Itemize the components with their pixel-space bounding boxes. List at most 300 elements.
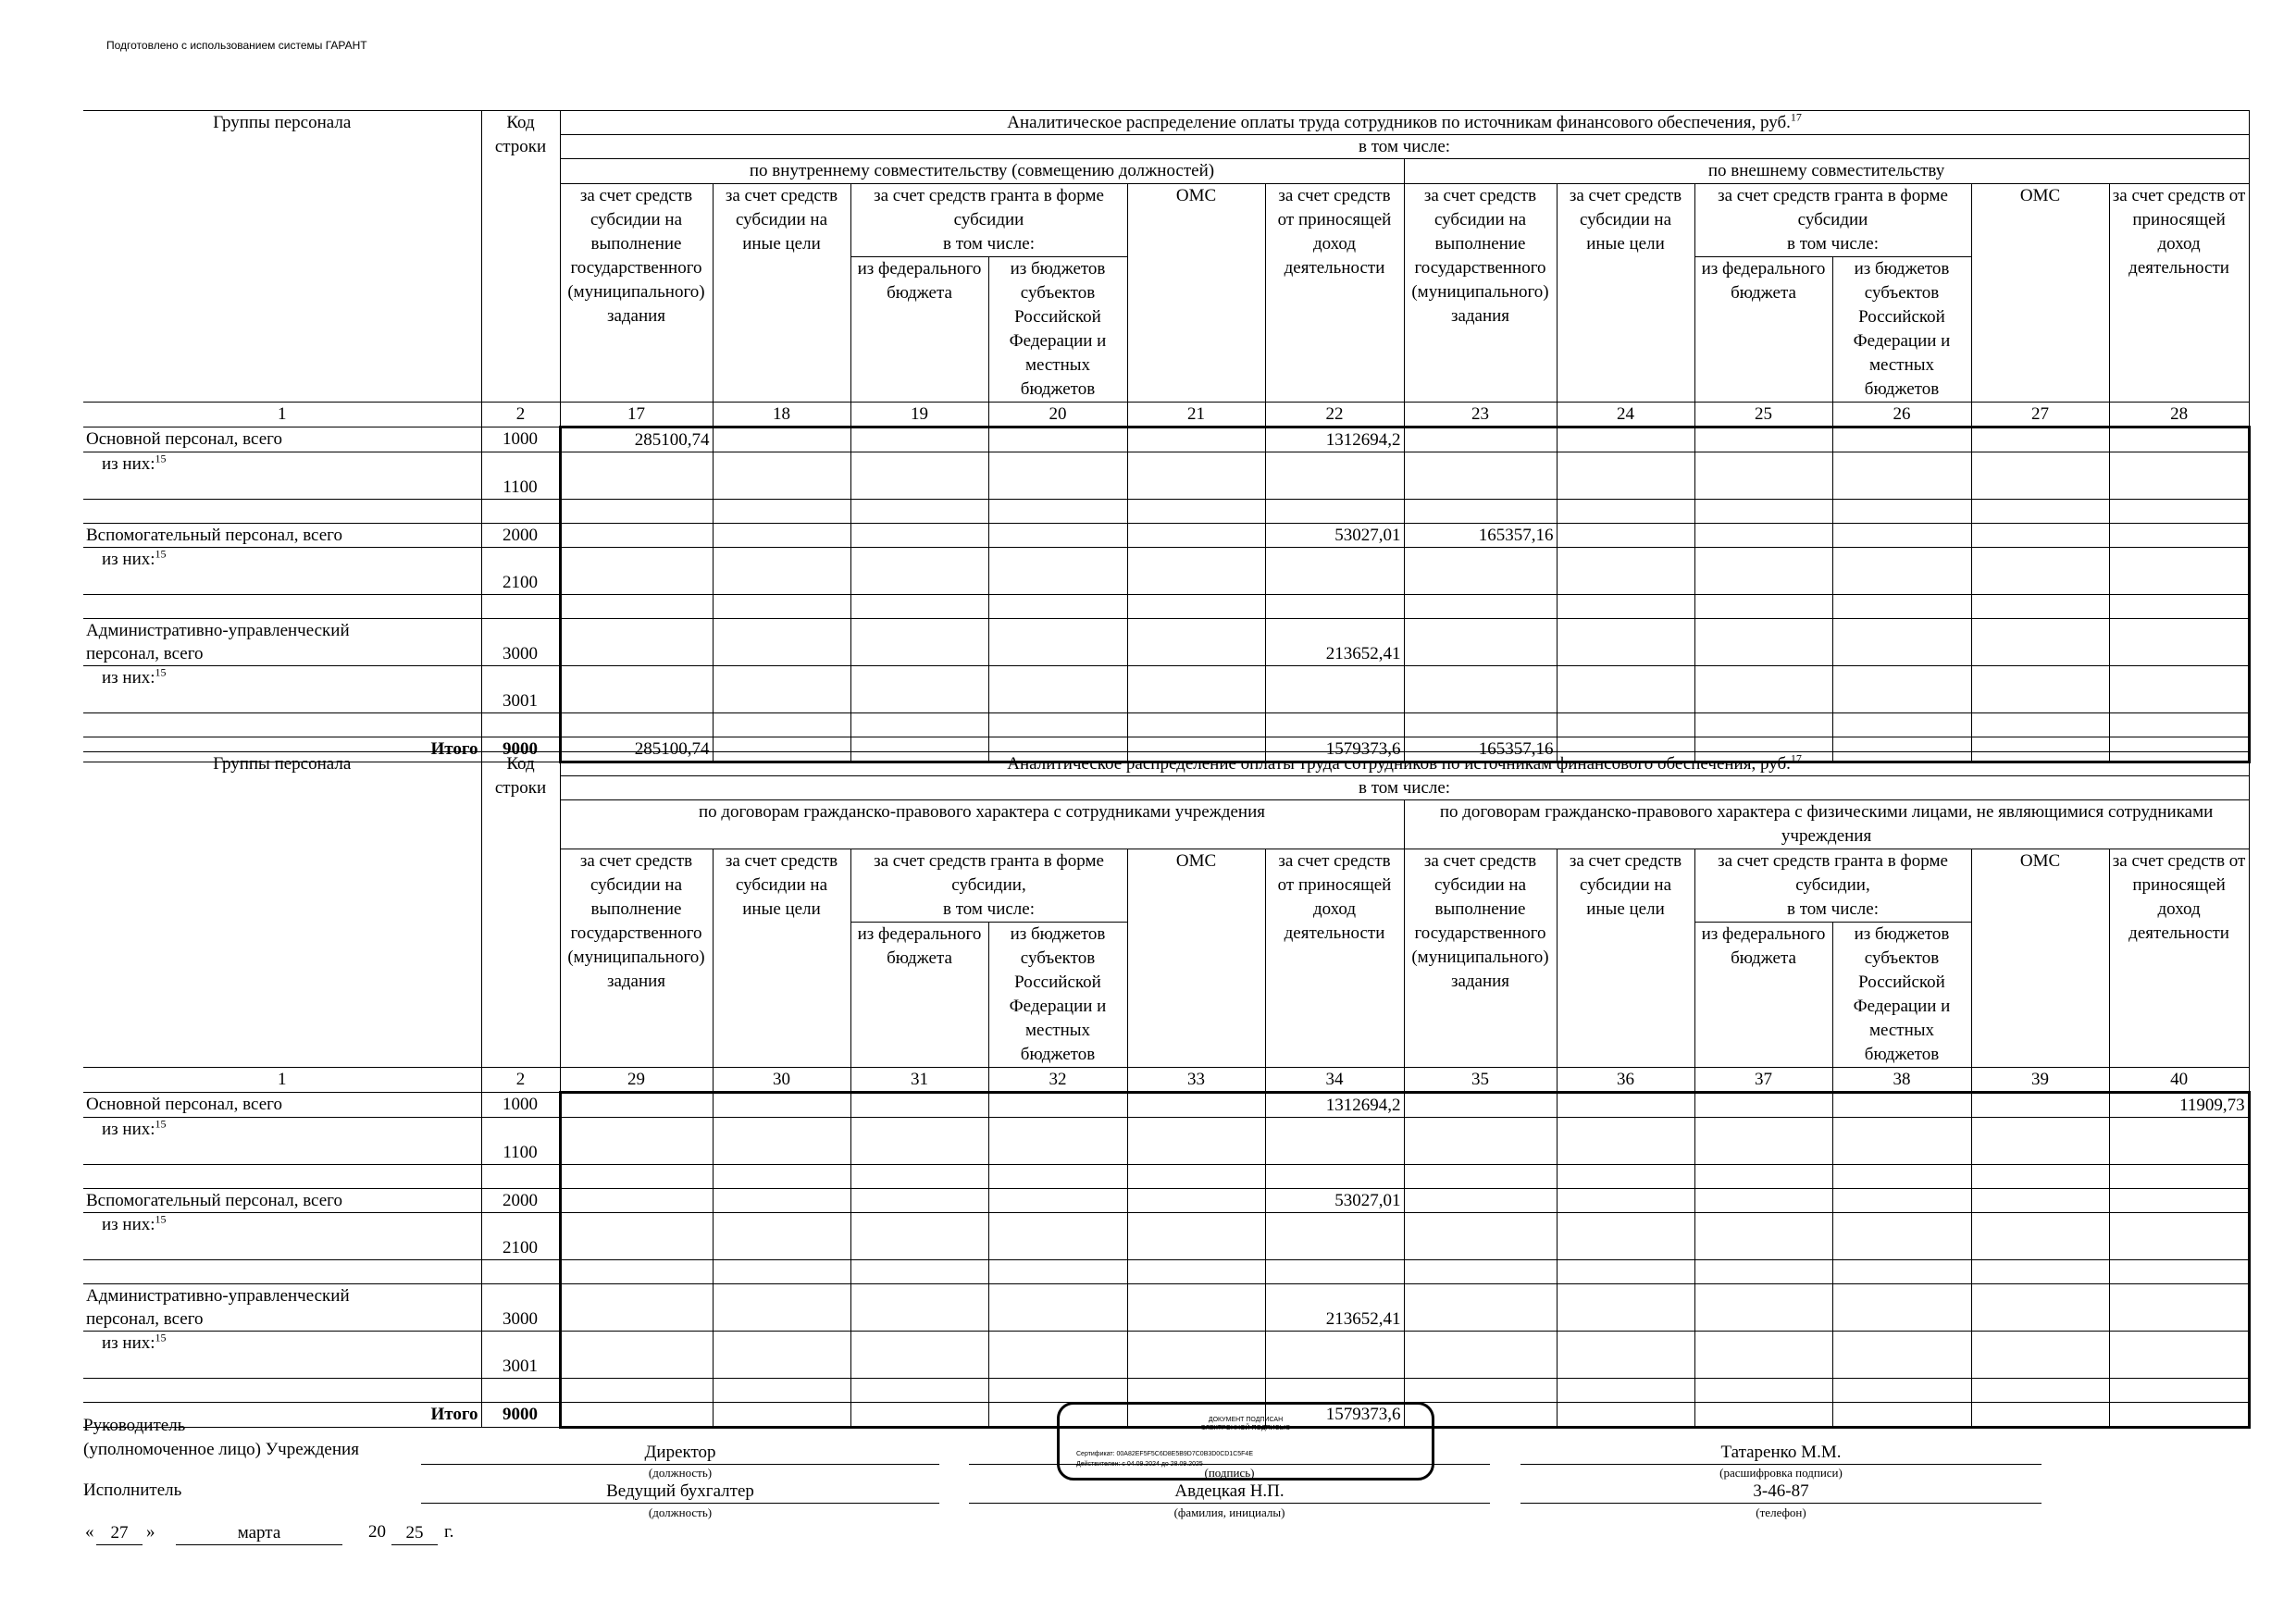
- value-cell: [713, 1332, 850, 1379]
- value-cell: [1694, 713, 1832, 737]
- value-cell: [1265, 452, 1404, 500]
- value-cell: [1832, 452, 1971, 500]
- value-cell: [2109, 452, 2249, 500]
- value-cell: [1404, 1213, 1557, 1260]
- value-cell: [1694, 1379, 1832, 1403]
- value-cell: [1127, 427, 1265, 452]
- row-label: Итого: [83, 1403, 481, 1428]
- value-cell: [1127, 452, 1265, 500]
- value-cell: [560, 452, 713, 500]
- value-cell: 213652,41: [1265, 619, 1404, 666]
- row-code: 2100: [481, 548, 560, 595]
- value-cell: [1404, 1284, 1557, 1332]
- value-cell: [2109, 1189, 2249, 1213]
- row-label: из них:$^{15}$: [83, 666, 481, 713]
- value-cell: [2109, 1165, 2249, 1189]
- value-cell: [2109, 1213, 2249, 1260]
- row-code: 2000: [481, 524, 560, 548]
- column-number: 2: [481, 1068, 560, 1093]
- value-cell: [560, 1332, 713, 1379]
- value-cell: [560, 1403, 713, 1428]
- column-numbers-row: [83, 403, 2249, 427]
- value-cell: [1404, 713, 1557, 737]
- value-cell: [1971, 666, 2109, 713]
- row-code: 9000: [481, 1403, 560, 1428]
- column-number: 2: [481, 403, 560, 427]
- value-cell: [1832, 1165, 1971, 1189]
- col-oms: ОМС: [1127, 849, 1265, 1068]
- value-cell: [1404, 619, 1557, 666]
- value-cell: [713, 1260, 850, 1284]
- value-cell: [1265, 548, 1404, 595]
- row-code: [481, 713, 560, 737]
- value-cell: [1557, 500, 1694, 524]
- col-other-purposes: за счет средств субсидии на иные цели: [1557, 184, 1694, 403]
- value-cell: [713, 1165, 850, 1189]
- value-cell: [988, 1260, 1127, 1284]
- e-signature-stamp: [1057, 1402, 1434, 1481]
- row-label: [83, 1165, 481, 1189]
- column-number: 19: [850, 403, 988, 427]
- value-cell: [988, 1332, 1127, 1379]
- analytic-table-1: [83, 110, 2251, 763]
- value-cell: [560, 1189, 713, 1213]
- including-label: в том числе:: [560, 776, 2249, 800]
- value-cell: [560, 1213, 713, 1260]
- prepared-note: Подготовлено с использованием системы ГАРАНТ: [106, 39, 367, 52]
- value-cell: 1579373,6: [1265, 1403, 1404, 1428]
- col-income: за счет средств от приносящей доход деятельности: [1265, 184, 1404, 403]
- executor-name: Авдецкая Н.П.: [969, 1481, 1490, 1504]
- col-other-purposes: за счет средств субсидии на иные цели: [1557, 849, 1694, 1068]
- column-number: 28: [2109, 403, 2249, 427]
- value-cell: [1404, 595, 1557, 619]
- value-cell: [850, 548, 988, 595]
- row-code: 3001: [481, 1332, 560, 1379]
- value-cell: [988, 548, 1127, 595]
- value-cell: [1694, 1165, 1832, 1189]
- value-cell: [1971, 1332, 2109, 1379]
- value-cell: [1694, 452, 1832, 500]
- value-cell: [1832, 524, 1971, 548]
- row-label: [83, 500, 481, 524]
- value-cell: [1265, 713, 1404, 737]
- row-code: 1000: [481, 427, 560, 452]
- col-oms: ОМС: [1971, 184, 2109, 403]
- value-cell: [1971, 452, 2109, 500]
- row-label: [83, 1379, 481, 1403]
- col-regional: из бюджетов субъектов Российской Федерации и местных бюджетов: [1832, 257, 1971, 403]
- date-suffix: г.: [444, 1522, 454, 1542]
- value-cell: [1127, 1118, 1265, 1165]
- value-cell: [713, 1284, 850, 1332]
- row-code: 2000: [481, 1189, 560, 1213]
- value-cell: [2109, 1403, 2249, 1428]
- value-cell: [988, 1213, 1127, 1260]
- section-a-header: по внутреннему совместительству (совмещению должностей): [560, 159, 1404, 184]
- row-basic-sub-extra: [83, 500, 2249, 524]
- value-cell: [2109, 548, 2249, 595]
- row-aux-sub-extra: [83, 1260, 2249, 1284]
- row-label: [83, 713, 481, 737]
- value-cell: 11909,73: [2109, 1093, 2249, 1118]
- value-cell: [850, 1118, 988, 1165]
- value-cell: [1404, 548, 1557, 595]
- section-b-header: по внешнему совместительству: [1404, 159, 2249, 184]
- value-cell: [1265, 666, 1404, 713]
- value-cell: 285100,74: [560, 737, 713, 762]
- row-label: Административно-управленческий персонал, всего: [83, 619, 481, 666]
- value-cell: [1557, 548, 1694, 595]
- value-cell: [1557, 1284, 1694, 1332]
- value-cell: [1557, 1093, 1694, 1118]
- col-income: за счет средств от приносящей доход деятельности: [2109, 849, 2249, 1068]
- row-aux: [83, 524, 2249, 548]
- value-cell: [1832, 1260, 1971, 1284]
- value-cell: [1694, 500, 1832, 524]
- date-close: »: [146, 1522, 155, 1542]
- col-state-task: за счет средств субсидии на выполнение государственного (муниципального) задания: [1404, 849, 1557, 1068]
- value-cell: [1971, 427, 2109, 452]
- value-cell: [850, 1332, 988, 1379]
- value-cell: [988, 452, 1127, 500]
- value-cell: [1694, 1332, 1832, 1379]
- value-cell: [850, 1284, 988, 1332]
- value-cell: [1832, 713, 1971, 737]
- row-basic: [83, 1093, 2249, 1118]
- col-income: за счет средств от приносящей доход деятельности: [1265, 849, 1404, 1068]
- including-label: в том числе:: [560, 135, 2249, 159]
- section-a-header: по договорам гражданско-правового характера с сотрудниками учреждения: [560, 800, 1404, 849]
- value-cell: [1832, 619, 1971, 666]
- value-cell: [1127, 524, 1265, 548]
- value-cell: [1127, 1093, 1265, 1118]
- value-cell: [713, 1379, 850, 1403]
- row-admin-sub-extra: [83, 713, 2249, 737]
- value-cell: [1265, 1213, 1404, 1260]
- value-cell: [1404, 1379, 1557, 1403]
- value-cell: 1312694,2: [1265, 1093, 1404, 1118]
- col-oms: ОМС: [1127, 184, 1265, 403]
- col-regional: из бюджетов субъектов Российской Федерации и местных бюджетов: [1832, 923, 1971, 1068]
- value-cell: [1971, 1213, 2109, 1260]
- value-cell: [1971, 548, 2109, 595]
- row-code: 3000: [481, 1284, 560, 1332]
- row-code: 1100: [481, 452, 560, 500]
- value-cell: 165357,16: [1404, 737, 1557, 762]
- value-cell: [850, 1165, 988, 1189]
- value-cell: [1265, 1165, 1404, 1189]
- value-cell: [1404, 500, 1557, 524]
- value-cell: [988, 619, 1127, 666]
- row-aux-sub: [83, 548, 2249, 595]
- date-day: 27: [96, 1522, 143, 1545]
- row-label: Административно-управленческий персонал, всего: [83, 1284, 481, 1332]
- value-cell: [1832, 1118, 1971, 1165]
- value-cell: [713, 500, 850, 524]
- row-admin-sub: [83, 1332, 2249, 1379]
- value-cell: [1404, 1093, 1557, 1118]
- value-cell: [1404, 427, 1557, 452]
- value-cell: [2109, 1332, 2249, 1379]
- value-cell: [1557, 524, 1694, 548]
- column-number: 17: [560, 403, 713, 427]
- value-cell: [1404, 1189, 1557, 1213]
- value-cell: [1971, 1093, 2109, 1118]
- row-label: из них:$^{15}$: [83, 548, 481, 595]
- column-number: 23: [1404, 403, 1557, 427]
- value-cell: [1971, 595, 2109, 619]
- col-grant: за счет средств гранта в форме субсидии, в том числе:: [850, 849, 1127, 923]
- value-cell: [1694, 1403, 1832, 1428]
- col-federal: из федерального бюджета: [850, 257, 988, 403]
- row-label: Итого: [83, 737, 481, 762]
- cap-phone: (телефон): [1756, 1505, 1806, 1519]
- value-cell: [1557, 1189, 1694, 1213]
- value-cell: [1971, 1403, 2109, 1428]
- value-cell: [1832, 666, 1971, 713]
- value-cell: [1127, 1284, 1265, 1332]
- row-label: из них:$^{15}$: [83, 1332, 481, 1379]
- row-aux: [83, 1189, 2249, 1213]
- value-cell: [1127, 1189, 1265, 1213]
- row-code: [481, 1165, 560, 1189]
- cap-signature: (подпись): [1204, 1466, 1255, 1480]
- value-cell: 1579373,6: [1265, 737, 1404, 762]
- value-cell: [1127, 713, 1265, 737]
- value-cell: [1127, 595, 1265, 619]
- value-cell: [1265, 1118, 1404, 1165]
- value-cell: [1694, 1189, 1832, 1213]
- row-basic-sub-extra: [83, 1165, 2249, 1189]
- value-cell: [1127, 500, 1265, 524]
- value-cell: [1694, 427, 1832, 452]
- section-b-header: по договорам гражданско-правового характера с физическими лицами, не являющимися сотрудниками учреждения: [1404, 800, 2249, 849]
- value-cell: [560, 1379, 713, 1403]
- row-code: [481, 500, 560, 524]
- value-cell: [1557, 1165, 1694, 1189]
- value-cell: [850, 1260, 988, 1284]
- value-cell: [1557, 595, 1694, 619]
- executor-label: Исполнитель: [83, 1481, 182, 1500]
- cap-decoding: (расшифровка подписи): [1719, 1466, 1843, 1480]
- date-open: «: [85, 1522, 94, 1542]
- value-cell: [2109, 500, 2249, 524]
- row-label: из них:$^{15}$: [83, 1213, 481, 1260]
- row-code: 1100: [481, 1118, 560, 1165]
- value-cell: [713, 1213, 850, 1260]
- cap-position: (должность): [648, 1466, 713, 1480]
- col-regional: из бюджетов субъектов Российской Федерации и местных бюджетов: [988, 257, 1127, 403]
- value-cell: [850, 427, 988, 452]
- value-cell: [1694, 595, 1832, 619]
- value-cell: [560, 713, 713, 737]
- date-century: 20: [368, 1522, 386, 1542]
- row-aux-sub: [83, 1213, 2249, 1260]
- value-cell: 285100,74: [560, 427, 713, 452]
- col-state-task: за счет средств субсидии на выполнение государственного (муниципального) задания: [560, 184, 713, 403]
- column-number: 18: [713, 403, 850, 427]
- col-grant: за счет средств гранта в форме субсидии в том числе:: [850, 184, 1127, 257]
- value-cell: [1971, 1165, 2109, 1189]
- row-code: 3000: [481, 619, 560, 666]
- row-label: Вспомогательный персонал, всего: [83, 524, 481, 548]
- column-number: 32: [988, 1068, 1127, 1093]
- value-cell: [1971, 500, 2109, 524]
- column-numbers-row: [83, 1068, 2249, 1093]
- value-cell: 53027,01: [1265, 1189, 1404, 1213]
- value-cell: [2109, 619, 2249, 666]
- value-cell: [850, 1379, 988, 1403]
- value-cell: [1557, 1213, 1694, 1260]
- value-cell: [1557, 452, 1694, 500]
- value-cell: [1971, 1379, 2109, 1403]
- value-cell: [850, 619, 988, 666]
- value-cell: [1127, 1379, 1265, 1403]
- value-cell: [560, 500, 713, 524]
- value-cell: [1832, 1284, 1971, 1332]
- value-cell: [1971, 1118, 2109, 1165]
- row-label: из них:$^{15}$: [83, 1118, 481, 1165]
- cap-fio: (фамилия, инициалы): [1173, 1505, 1285, 1519]
- value-cell: [713, 427, 850, 452]
- row-admin-sub-extra: [83, 1379, 2249, 1403]
- column-number: 30: [713, 1068, 850, 1093]
- value-cell: [988, 500, 1127, 524]
- column-number: 31: [850, 1068, 988, 1093]
- value-cell: [1694, 1093, 1832, 1118]
- value-cell: [850, 666, 988, 713]
- value-cell: [988, 666, 1127, 713]
- analytic-table-2: [83, 751, 2251, 1429]
- date-month: марта: [176, 1522, 342, 1545]
- row-basic: [83, 427, 2249, 452]
- value-cell: [850, 1213, 988, 1260]
- row-label: Основной персонал, всего: [83, 427, 481, 452]
- value-cell: [1557, 1332, 1694, 1379]
- value-cell: [988, 427, 1127, 452]
- value-cell: [850, 500, 988, 524]
- row-code: [481, 1379, 560, 1403]
- value-cell: [988, 595, 1127, 619]
- value-cell: [1557, 1260, 1694, 1284]
- row-label: Вспомогательный персонал, всего: [83, 1189, 481, 1213]
- value-cell: [1127, 666, 1265, 713]
- col-grant: за счет средств гранта в форме субсидии, в том числе:: [1694, 849, 1971, 923]
- value-cell: [1557, 427, 1694, 452]
- value-cell: [1694, 1118, 1832, 1165]
- value-cell: [713, 1118, 850, 1165]
- col-state-task: за счет средств субсидии на выполнение государственного (муниципального) задания: [1404, 184, 1557, 403]
- value-cell: [1265, 595, 1404, 619]
- value-cell: 213652,41: [1265, 1284, 1404, 1332]
- column-number: 21: [1127, 403, 1265, 427]
- row-label: [83, 595, 481, 619]
- value-cell: [713, 452, 850, 500]
- value-cell: [1694, 548, 1832, 595]
- table-title: Аналитическое распределение оплаты труда сотрудников по источникам финансового обеспечения, руб.$^{17}$: [560, 752, 2249, 776]
- head-label-2: (уполномоченное лицо) Учреждения: [83, 1440, 359, 1459]
- value-cell: [1127, 1165, 1265, 1189]
- value-cell: [850, 1403, 988, 1428]
- column-number: 25: [1694, 403, 1832, 427]
- value-cell: [1832, 1379, 1971, 1403]
- value-cell: [988, 1189, 1127, 1213]
- head-position: Директор: [421, 1442, 939, 1465]
- value-cell: [2109, 524, 2249, 548]
- col-grant: за счет средств гранта в форме субсидии в том числе:: [1694, 184, 1971, 257]
- value-cell: [1265, 1260, 1404, 1284]
- value-cell: [560, 595, 713, 619]
- value-cell: [1832, 1093, 1971, 1118]
- row-basic-sub: [83, 452, 2249, 500]
- value-cell: [1127, 1260, 1265, 1284]
- column-number: 24: [1557, 403, 1694, 427]
- value-cell: [1265, 1332, 1404, 1379]
- value-cell: [1404, 1118, 1557, 1165]
- column-number: 22: [1265, 403, 1404, 427]
- value-cell: [560, 619, 713, 666]
- value-cell: [560, 1118, 713, 1165]
- code-header: Код строки: [481, 752, 560, 1068]
- row-code: [481, 595, 560, 619]
- groups-header: Группы персонала: [83, 111, 481, 403]
- value-cell: 53027,01: [1265, 524, 1404, 548]
- value-cell: [1557, 666, 1694, 713]
- cap-executor-position: (должность): [648, 1505, 713, 1519]
- value-cell: [560, 1260, 713, 1284]
- column-number: 1: [83, 403, 481, 427]
- column-number: 35: [1404, 1068, 1557, 1093]
- value-cell: [1127, 548, 1265, 595]
- value-cell: [1971, 619, 2109, 666]
- value-cell: [2109, 1260, 2249, 1284]
- date-year: 25: [391, 1522, 438, 1545]
- value-cell: [560, 666, 713, 713]
- code-header: Код строки: [481, 111, 560, 403]
- value-cell: [713, 1189, 850, 1213]
- column-number: 1: [83, 1068, 481, 1093]
- value-cell: [1404, 452, 1557, 500]
- value-cell: [2109, 713, 2249, 737]
- value-cell: [1694, 1284, 1832, 1332]
- column-number: 20: [988, 403, 1127, 427]
- value-cell: [560, 524, 713, 548]
- col-federal: из федерального бюджета: [850, 923, 988, 1068]
- row-admin-sub: [83, 666, 2249, 713]
- value-cell: 1312694,2: [1265, 427, 1404, 452]
- value-cell: [2109, 1379, 2249, 1403]
- value-cell: [713, 713, 850, 737]
- column-number: 36: [1557, 1068, 1694, 1093]
- value-cell: [850, 595, 988, 619]
- value-cell: [988, 1284, 1127, 1332]
- executor-phone: 3-46-87: [1520, 1481, 2042, 1504]
- row-aux-sub-extra: [83, 595, 2249, 619]
- value-cell: [850, 713, 988, 737]
- value-cell: [1265, 1379, 1404, 1403]
- value-cell: [850, 1093, 988, 1118]
- value-cell: [2109, 427, 2249, 452]
- col-federal: из федерального бюджета: [1694, 923, 1832, 1068]
- row-label: Основной персонал, всего: [83, 1093, 481, 1118]
- value-cell: [988, 1379, 1127, 1403]
- row-admin: [83, 619, 2249, 666]
- row-code: 3001: [481, 666, 560, 713]
- row-admin: [83, 1284, 2249, 1332]
- value-cell: [1694, 666, 1832, 713]
- value-cell: [1404, 666, 1557, 713]
